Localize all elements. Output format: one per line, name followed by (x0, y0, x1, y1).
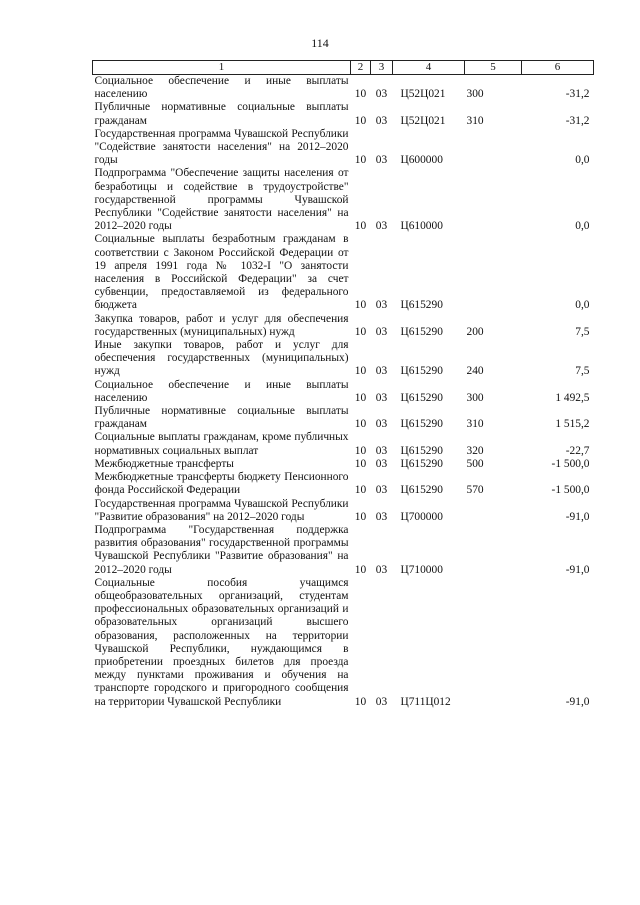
row-vr-code (465, 167, 522, 233)
row-csr-code: Ц615290 (400, 457, 443, 470)
row-name: Подпрограмма "Обеспечение защиты населения от безработицы и содействие в трудоустройстве" государственной программы Чувашской Республики "Содействие занятости населения" на 2012–2020 годы (94, 167, 349, 233)
row-name: Социальные выплаты гражданам, кроме публичных нормативных социальных выплат (94, 431, 349, 457)
row-csr-code: Ц700000 (400, 510, 443, 523)
row-name: Государственная программа Чувашской Республики "Развитие образования" на 2012–2020 годы (94, 497, 349, 523)
row-subsection: 03 (375, 418, 388, 431)
row-vr-code: 300 (466, 88, 484, 101)
row-csr-code: Ц615290 (400, 299, 443, 312)
row-vr-code: 240 (466, 365, 484, 378)
row-subsection: 03 (375, 391, 388, 404)
row-section: 10 (354, 444, 367, 457)
row-vr-code: 570 (466, 484, 484, 497)
row-section: 10 (354, 695, 367, 708)
table-row (93, 339, 594, 379)
row-amount: 7,5 (575, 365, 590, 378)
row-amount: 1 515,2 (555, 418, 590, 431)
row-vr-code: 200 (466, 325, 484, 338)
row-section: 10 (354, 484, 367, 497)
row-section: 10 (354, 88, 367, 101)
row-name: Публичные нормативные социальные выплаты гражданам (94, 405, 349, 431)
table-row (93, 75, 594, 102)
row-vr-code: 320 (466, 444, 484, 457)
header-cell-amount: 6 (522, 61, 594, 75)
table-row (93, 498, 594, 524)
row-csr-code: Ц615290 (400, 325, 443, 338)
row-name: Публичные нормативные социальные выплаты гражданам (94, 101, 349, 127)
row-amount: -22,7 (565, 444, 590, 457)
row-subsection: 03 (375, 325, 388, 338)
table-row (93, 233, 594, 312)
row-section: 10 (354, 365, 367, 378)
row-subsection: 03 (375, 365, 388, 378)
row-section: 10 (354, 220, 367, 233)
table-row (93, 405, 594, 431)
row-vr-code: 500 (466, 457, 484, 470)
table-row (93, 458, 594, 471)
table-row (93, 379, 594, 405)
row-subsection: 03 (375, 154, 388, 167)
budget-table (92, 60, 594, 709)
row-section: 10 (354, 391, 367, 404)
row-csr-code: Ц52Ц021 (400, 114, 446, 127)
row-name: Подпрограмма "Государственная поддержка развития образования" государственной программы Чувашской Республики "Развитие образования" на 2012–2020 годы (94, 523, 349, 576)
row-vr-code (465, 498, 522, 524)
row-subsection: 03 (375, 299, 388, 312)
header-row (93, 61, 594, 75)
row-subsection: 03 (375, 444, 388, 457)
row-amount: 1 492,5 (555, 391, 590, 404)
row-name: Социальные пособия учащимся общеобразовательных организаций, студентам профессиональных образовательных организаций и образовательных организаций высшего образования, расположенных на территории Чувашской Республики, нуждающимся в приобретении проездных билетов для проезда между пунктами проживания и обучения на транспорте городского и пригородного сообщения на территории Чувашской Республики (94, 576, 349, 708)
row-amount: 0,0 (575, 220, 590, 233)
row-amount: -91,0 (565, 695, 590, 708)
table-row (93, 313, 594, 339)
header-cell-vr: 5 (465, 61, 522, 75)
row-name: Межбюджетные трансферты бюджету Пенсионного фонда Российской Федерации (94, 471, 349, 497)
row-name: Государственная программа Чувашской Республики "Содействие занятости населения" на 2012–2020 годы (94, 127, 349, 167)
row-section: 10 (354, 299, 367, 312)
row-name: Межбюджетные трансферты (94, 457, 234, 470)
row-amount: -31,2 (565, 88, 590, 101)
table-row (93, 577, 594, 709)
row-vr-code: 310 (466, 418, 484, 431)
row-csr-code: Ц615290 (400, 391, 443, 404)
row-name: Закупка товаров, работ и услуг для обеспечения государственных (муниципальных) нужд (94, 312, 349, 338)
row-csr-code: Ц710000 (400, 563, 443, 576)
table-body (93, 75, 594, 709)
row-csr-code: Ц615290 (400, 444, 443, 457)
header-cell-name: 1 (93, 61, 351, 75)
row-amount: -91,0 (565, 510, 590, 523)
table-row (93, 101, 594, 127)
row-section: 10 (354, 457, 367, 470)
header-cell-csr: 4 (393, 61, 465, 75)
row-section: 10 (354, 510, 367, 523)
row-section: 10 (354, 154, 367, 167)
row-section: 10 (354, 114, 367, 127)
row-subsection: 03 (375, 484, 388, 497)
row-subsection: 03 (375, 695, 388, 708)
row-vr-code (465, 128, 522, 168)
row-subsection: 03 (375, 510, 388, 523)
row-csr-code: Ц610000 (400, 220, 443, 233)
row-amount: -1 500,0 (551, 457, 590, 470)
row-amount: 0,0 (575, 154, 590, 167)
table-row (93, 128, 594, 168)
row-subsection: 03 (375, 563, 388, 576)
table-row (93, 431, 594, 457)
row-vr-code (465, 233, 522, 312)
row-section: 10 (354, 325, 367, 338)
row-name: Социальные выплаты безработным гражданам в соответствии с Законом Российской Федерации от 19 апреля 1991 года № 1032-I "О занятости населения в Российской Федерации" за счет субвенции, предоставляемой из федерального бюджета (94, 233, 349, 312)
row-amount: -1 500,0 (551, 484, 590, 497)
row-amount: 0,0 (575, 299, 590, 312)
row-csr-code: Ц52Ц021 (400, 88, 446, 101)
row-amount: 7,5 (575, 325, 590, 338)
row-name: Иные закупки товаров, работ и услуг для обеспечения государственных (муниципальных) нужд (94, 339, 349, 378)
row-csr-code: Ц711Ц012 (400, 695, 451, 708)
row-csr-code: Ц615290 (400, 418, 443, 431)
row-csr-code: Ц600000 (400, 154, 443, 167)
row-vr-code: 300 (466, 391, 484, 404)
row-name: Социальное обеспечение и иные выплаты населению (94, 378, 349, 404)
row-name: Социальное обеспечение и иные выплаты населению (94, 75, 349, 101)
page-number: 114 (311, 36, 329, 50)
row-subsection: 03 (375, 220, 388, 233)
row-amount: -91,0 (565, 563, 590, 576)
table-row (93, 167, 594, 233)
row-section: 10 (354, 563, 367, 576)
row-subsection: 03 (375, 114, 388, 127)
row-vr-code: 310 (466, 114, 484, 127)
row-csr-code: Ц615290 (400, 484, 443, 497)
row-csr-code: Ц615290 (400, 365, 443, 378)
row-vr-code (465, 577, 522, 709)
table-row (93, 471, 594, 497)
row-amount: -31,2 (565, 114, 590, 127)
row-vr-code (465, 524, 522, 577)
row-section: 10 (354, 418, 367, 431)
table-row (93, 524, 594, 577)
header-cell-section: 2 (351, 61, 371, 75)
row-subsection: 03 (375, 88, 388, 101)
header-cell-subsection: 3 (371, 61, 393, 75)
row-subsection: 03 (375, 457, 388, 470)
